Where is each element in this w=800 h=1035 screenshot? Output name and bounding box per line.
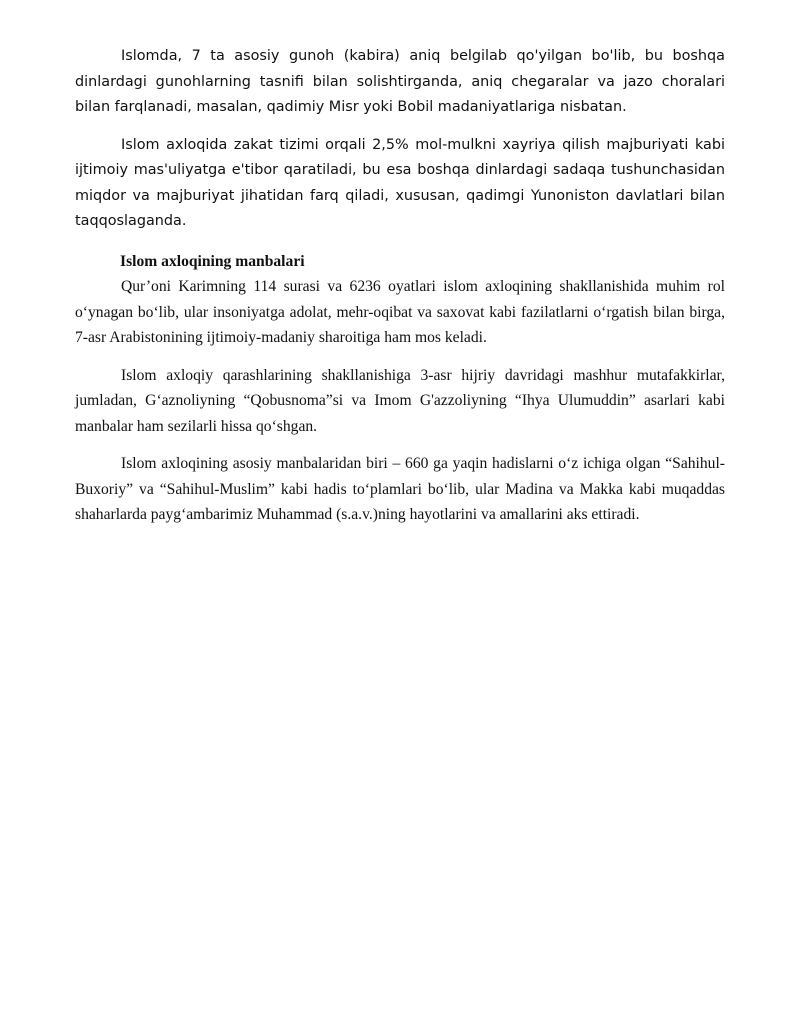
paragraph-thinkers: Islom axloqiy qarashlarining shakllanishiga 3-asr hijriy davridagi mashhur mutafakkirlar, jumladan, G‘aznoliyning “Qobusnoma”si va Imom G'azzoliyning “Ihya Ulumuddin” asarlari kabi manbalar ham sezilarli hissa qo‘shgan. <box>75 366 725 435</box>
document-page <box>75 44 725 528</box>
section-heading: Islom axloqining manbalari <box>120 252 305 270</box>
paragraph-hadith: Islom axloqining asosiy manbalaridan biri – 660 ga yaqin hadislarni o‘z ichiga olgan “Sahihul-Buxoriy” va “Sahihul-Muslim” kabi hadis to‘plamlari bo‘lib, ular Madina va Makka kabi muqaddas shaharlarda payg‘ambarimiz Muhammad (s.a.v.)ning hayotlarini va amallarini aks ettiradi. <box>75 455 725 523</box>
paragraph-zakat: Islom axloqida zakat tizimi orqali 2,5% mol-mulkni xayriya qilish majburiyati kabi ijtimoiy mas'uliyatga e'tibor qaratiladi, bu esa boshqa dinlardagi sadaqa tushunchasidan miqdor va majburiyat jihatidan farq qiladi, xususan, qadimgi Yunoniston davlatlari bilan taqqoslaganda. <box>75 136 725 229</box>
paragraph-kabira-sins: Islomda, 7 ta asosiy gunoh (kabira) aniq belgilab qo'yilgan bo'lib, bu boshqa dinlardagi gunohlarning tasnifi bilan solishtirganda, aniq chegaralar va jazo choralari bilan farqlanadi, masalan, qadimiy Misr yoki Bobil madaniyatlariga nisbatan. <box>75 48 725 115</box>
paragraph-quran: Qur’oni Karimning 114 surasi va 6236 oyatlari islom axloqining shakllanishida muhim rol o‘ynagan bo‘lib, ular insoniyatga adolat, mehr-oqibat va saxovat kabi fazilatlarni o‘rgatish bilan birga, 7-asr Arabistonining ijtimoiy-madaniy sharoitiga ham mos keladi. <box>75 278 725 346</box>
